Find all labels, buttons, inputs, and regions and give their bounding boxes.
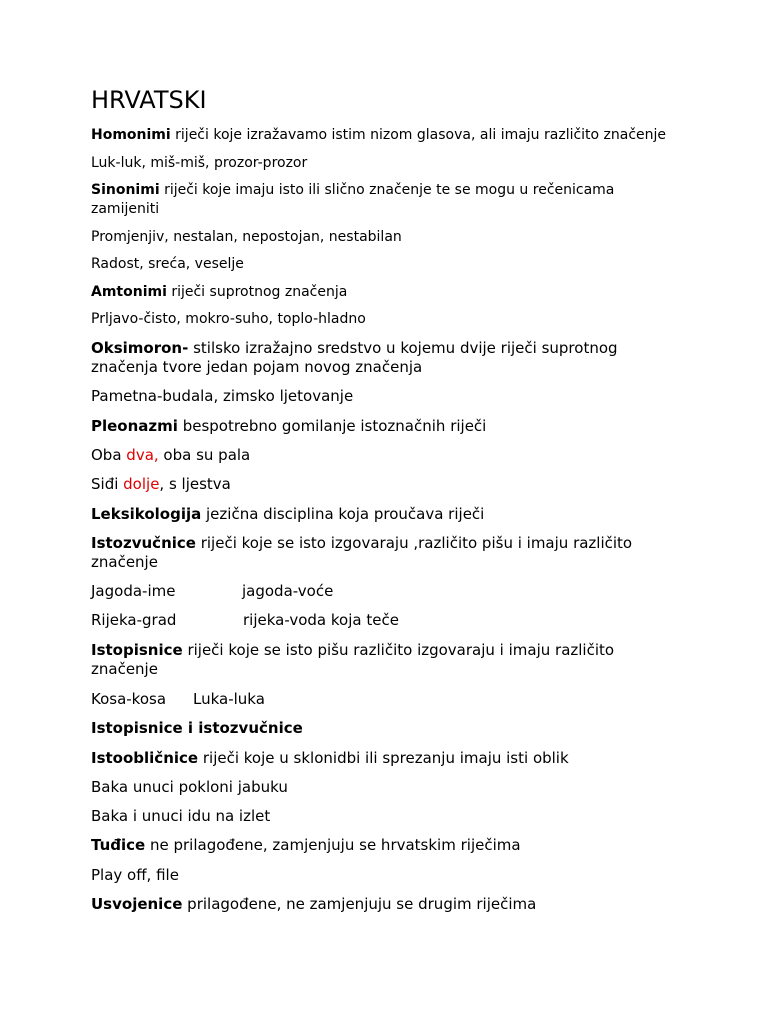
heading-istopisnice-i-istozvucnice: Istopisnice i istozvučnice — [91, 719, 303, 737]
term: Usvojenice — [91, 895, 183, 913]
definition-text: riječi koje izražavamo istim nizom glasova, ali imaju različito značenje — [170, 127, 667, 143]
example-line: Pametna-budala, zimsko ljetovanje — [91, 387, 354, 405]
definition-istopisnice — [91, 641, 661, 679]
example-line: Play off, file — [91, 866, 179, 884]
definition-amtonimi — [91, 283, 691, 302]
example-line: Baka i unuci idu na izlet — [91, 807, 271, 825]
example-line: Baka unuci pokloni jabuku — [91, 778, 288, 796]
term: Leksikologija — [91, 505, 202, 523]
example-left: Rijeka-grad — [91, 611, 177, 629]
definition-sinonimi — [91, 181, 651, 219]
definition-text: riječi koje u sklonidbi ili sprezanju imaju isti oblik — [198, 749, 569, 767]
redundant-word: dolje — [123, 475, 160, 493]
definition-homonimi — [91, 126, 691, 145]
definition-istoobicnice — [91, 749, 691, 768]
definition-oksimoron — [91, 339, 651, 377]
definition-istozvucnice — [91, 534, 671, 572]
term: Oksimoron- — [91, 339, 189, 357]
page-title: HRVATSKI — [91, 86, 207, 114]
definition-leksikologija — [91, 505, 691, 524]
example-right: Luka-luka — [193, 690, 265, 708]
example-text: Siđi — [91, 475, 124, 493]
definition-tudice — [91, 836, 691, 855]
term: Pleonazmi — [91, 417, 178, 435]
definition-text: riječi koje se isto izgovaraju ,različito pišu i imaju različito značenje — [91, 534, 633, 571]
term: Istoobličnice — [91, 749, 199, 767]
example-line — [91, 475, 691, 494]
example-pair — [91, 690, 691, 709]
example-text: Oba — [91, 446, 127, 464]
example-pair — [91, 611, 691, 630]
example-line — [91, 446, 691, 465]
example-pair — [91, 582, 691, 601]
example-line: Promjenjiv, nestalan, nepostojan, nestabilan — [91, 229, 402, 245]
term: Sinonimi — [91, 182, 160, 198]
example-line: Radost, sreća, veselje — [91, 256, 244, 272]
definition-text: riječi koje imaju isto ili slično značenje te se mogu u rečenicama zamijeniti — [91, 182, 615, 217]
definition-text: prilagođene, ne zamjenjuju se drugim riječima — [182, 895, 537, 913]
example-line: Luk-luk, miš-miš, prozor-prozor — [91, 155, 308, 171]
term: Amtonimi — [91, 284, 167, 300]
definition-text: riječi koje se isto pišu različito izgovaraju i imaju različito značenje — [91, 641, 615, 678]
example-line: Prljavo-čisto, mokro-suho, toplo-hladno — [91, 311, 366, 327]
definition-text: riječi suprotnog značenja — [166, 284, 348, 300]
example-left: Kosa-kosa — [91, 690, 167, 708]
example-text: , s ljestva — [159, 475, 231, 493]
definition-text: ne prilagođene, zamjenjuju se hrvatskim riječima — [145, 836, 521, 854]
example-right: rijeka-voda koja teče — [243, 611, 399, 629]
definition-usvojenice — [91, 895, 691, 914]
term: Istopisnice — [91, 641, 183, 659]
example-left: Jagoda-ime — [91, 582, 176, 600]
term: Homonimi — [91, 127, 171, 143]
term: Istozvučnice — [91, 534, 196, 552]
example-right: jagoda-voće — [242, 582, 334, 600]
term: Tuđice — [91, 836, 146, 854]
definition-text: stilsko izražajno sredstvo u kojemu dvije riječi suprotnog značenja tvore jedan pojam novog značenja — [91, 339, 618, 376]
example-text: oba su pala — [158, 446, 251, 464]
redundant-word: dva, — [126, 446, 159, 464]
definition-text: bespotrebno gomilanje istoznačnih riječi — [177, 417, 487, 435]
definition-pleonazmi — [91, 417, 691, 436]
definition-text: jezična disciplina koja proučava riječi — [201, 505, 485, 523]
